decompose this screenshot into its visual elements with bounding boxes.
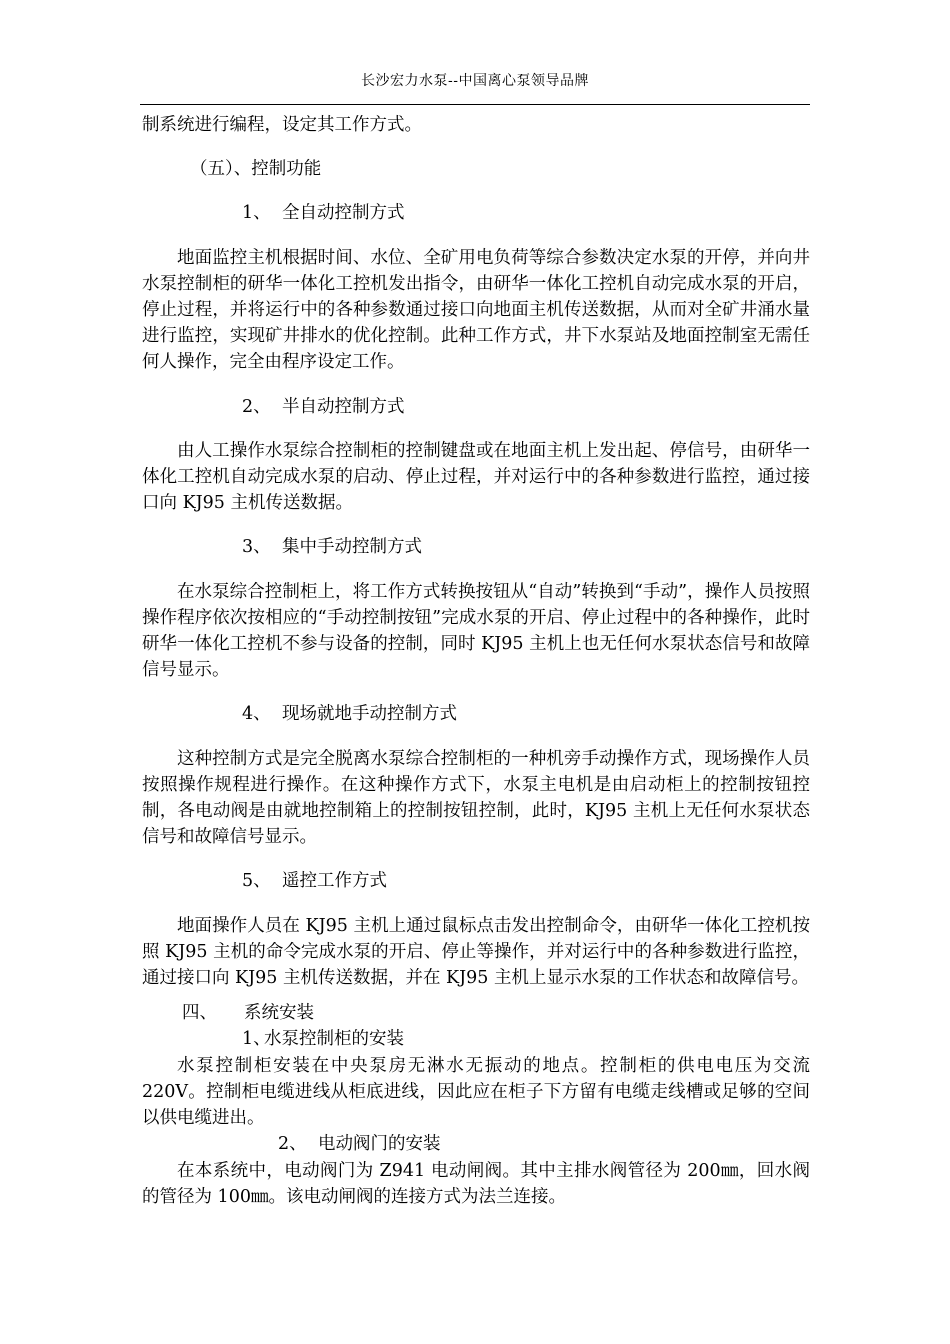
item-heading	[142, 534, 810, 560]
item-paragraph: 由人工操作水泵综合控制柜的控制键盘或在地面主机上发出起、停信号，由研华一体化工控机自动完成水泵的启动、停止过程，并对运行中的各种参数进行监控，通过接口向 KJ95 主机传送数据。	[142, 440, 810, 514]
intro-paragraph: 制系统进行编程，设定其工作方式。	[142, 115, 422, 135]
item-paragraph: 地面监控主机根据时间、水位、全矿用电负荷等综合参数决定水泵的开停，并向井水泵控制柜的研华一体化工控机发出指令，由研华一体化工控机自动完成水泵的开启，停止过程，并将运行中的各种参数通过接口向地面主机传送数据，从而对全矿井涌水量进行监控，实现矿井排水的优化控制。此种工作方式，井下水泵站及地面控制室无需任何人操作，完全由程序设定工作。	[142, 247, 810, 373]
page-header: 长沙宏力水泵--中国离心泵领导品牌	[361, 73, 589, 89]
item-paragraph: 在水泵综合控制柜上，将工作方式转换按钮从“自动”转换到“手动”，操作人员按照操作程序依次按相应的“手动控制按钮”完成水泵的开启、停止过程中的各种操作，此时研华一体化工控机不参与设备的控制，同时 KJ95 主机上也无任何水泵状态信号和故障信号显示。	[142, 581, 810, 681]
item-title: 遥控工作方式	[282, 871, 387, 892]
item-heading	[142, 200, 810, 226]
subsection-number: 1、	[242, 1029, 271, 1050]
item-heading	[142, 701, 810, 727]
item-number: 3、	[242, 537, 271, 558]
subsection-number: 2、	[278, 1134, 307, 1155]
subsection-title: 电动阀门的安装	[318, 1134, 441, 1155]
subsection-heading	[142, 1026, 810, 1052]
item-title: 半自动控制方式	[282, 396, 405, 417]
subsection-paragraph: 水泵控制柜安装在中央泵房无淋水无振动的地点。控制柜的供电电压为交流 220V。控制柜电缆进线从柜底进线，因此应在柜子下方留有电缆走线槽或足够的空间以供电缆进出。	[142, 1055, 810, 1129]
item-number: 5、	[242, 871, 271, 892]
header-rule	[140, 104, 810, 105]
item-title: 集中手动控制方式	[282, 537, 422, 558]
section-five-title: （五）、控制功能	[190, 159, 322, 180]
subsection-heading	[142, 1131, 810, 1157]
section-title: 系统安装	[244, 1003, 314, 1024]
item-heading	[142, 868, 810, 894]
item-paragraph: 地面操作人员在 KJ95 主机上通过鼠标点击发出控制命令，由研华一体化工控机按照 KJ95 主机的命令完成水泵的开启、停止等操作，并对运行中的各种参数进行监控，通过接口向 KJ95 主机传送数据，并在 KJ95 主机上显示水泵的工作状态和故障信号。	[142, 915, 810, 989]
document-body	[142, 112, 810, 1210]
subsection-paragraph: 在本系统中，电动阀门为 Z941 电动闸阀。其中主排水阀管径为 200㎜，回水阀的管径为 100㎜。该电动闸阀的连接方式为法兰连接。	[142, 1160, 810, 1207]
section-number: 四、	[182, 1003, 217, 1024]
item-heading	[142, 394, 810, 420]
section-four-title	[142, 1000, 810, 1026]
item-number: 2、	[242, 396, 271, 417]
item-title: 现场就地手动控制方式	[282, 704, 457, 725]
item-paragraph: 这种控制方式是完全脱离水泵综合控制柜的一种机旁手动操作方式，现场操作人员按照操作规程进行操作。在这种操作方式下，水泵主电机是由启动柜上的控制按钮控制，各电动阀是由就地控制箱上的控制按钮控制，此时，KJ95 主机上无任何水泵状态信号和故障信号显示。	[142, 748, 810, 848]
item-title: 全自动控制方式	[282, 203, 405, 224]
item-number: 1、	[242, 203, 271, 224]
item-number: 4、	[242, 704, 271, 725]
subsection-title: 水泵控制柜的安装	[264, 1029, 404, 1050]
